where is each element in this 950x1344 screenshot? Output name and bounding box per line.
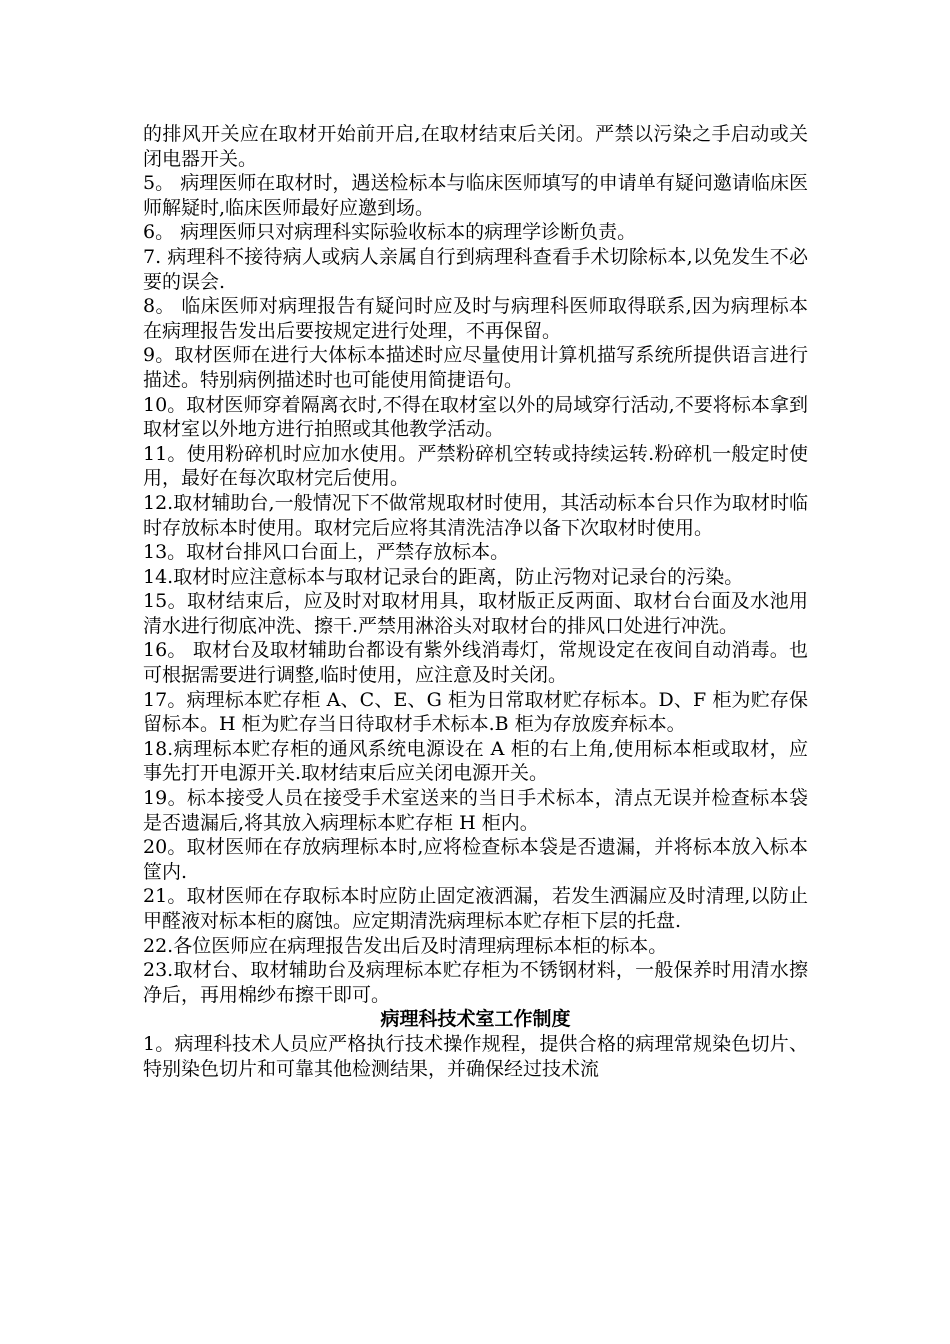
paragraph: 23.取材台、取材辅助台及病理标本贮存柜为不锈钢材料，一般保养时用清水擦净后，再用棉纱布擦干即可。 <box>143 959 808 1006</box>
paragraph: 10。取材医师穿着隔离衣时,不得在取材室以外的局域穿行活动,不要将标本拿到取材室以外地方进行拍照或其他教学活动。 <box>143 393 808 441</box>
section-heading: 病理科技术室工作制度 <box>380 1008 571 1031</box>
paragraph: 19。标本接受人员在接受手术室送来的当日手术标本，清点无误并检查标本袋是否遗漏后,将其放入病理标本贮存柜 H 柜内。 <box>143 787 808 834</box>
paragraph: 的排风开关应在取材开始前开启,在取材结束后关闭。严禁以污染之手启动或关闭电器开关。 <box>143 123 808 170</box>
paragraph: 13。取材台排风口台面上，严禁存放标本。 <box>143 541 510 564</box>
paragraph: 18.病理标本贮存柜的通风系统电源设在 A 柜的右上角,使用标本柜或取材，应事先打开电源开关.取材结束后应关闭电源开关。 <box>143 737 808 785</box>
paragraph: 8。 临床医师对病理报告有疑问时应及时与病理科医师取得联系,因为病理标本在病理报告发出后要按规定进行处理，不再保留。 <box>143 295 808 342</box>
paragraph: 9。取材医师在进行大体标本描述时应尽量使用计算机描写系统所提供语言进行描述。特别病例描述时也可能使用简捷语句。 <box>143 344 808 391</box>
paragraph: 15。取材结束后，应及时对取材用具，取材版正反两面、取材台台面及水池用清水进行彻底冲洗、擦干.严禁用淋浴头对取材台的排风口处进行冲洗。 <box>143 590 808 637</box>
paragraph: 6。 病理医师只对病理科实际验收标本的病理学诊断负责。 <box>143 221 637 244</box>
paragraph: 11。使用粉碎机时应加水使用。严禁粉碎机空转或持续运转.粉碎机一般定时使用，最好在每次取材完后使用。 <box>143 442 808 490</box>
document-body <box>143 122 808 1081</box>
paragraph: 5。 病理医师在取材时，遇送检标本与临床医师填写的申请单有疑问邀请临床医师解疑时,临床医师最好应邀到场。 <box>143 172 808 219</box>
paragraph: 1。病理科技术人员应严格执行技术操作规程，提供合格的病理常规染色切片、特别染色切片和可靠其他检测结果，并确保经过技术流 <box>143 1032 808 1080</box>
paragraph: 12.取材辅助台,一般情况下不做常规取材时使用，其活动标本台只作为取材时临时存放标本时使用。取材完后应将其清洗洁净以备下次取材时使用。 <box>143 491 808 539</box>
paragraph: 14.取材时应注意标本与取材记录台的距离，防止污物对记录台的污染。 <box>143 565 744 588</box>
paragraph: 22.各位医师应在病理报告发出后及时清理病理标本柜的标本。 <box>143 934 668 957</box>
paragraph: 16。 取材台及取材辅助台都设有紫外线消毒灯，常规设定在夜间自动消毒。也可根据需要进行调整,临时使用，应注意及时关闭。 <box>143 639 808 687</box>
paragraph: 21。取材医师在存取标本时应防止固定液洒漏，若发生洒漏应及时清理,以防止甲醛液对标本柜的腐蚀。应定期清洗病理标本贮存柜下层的托盘. <box>143 885 808 932</box>
paragraph: 17。病理标本贮存柜 A、C、E、G 柜为日常取材贮存标本。D、F 柜为贮存保留标本。H 柜为贮存当日待取材手术标本.B 柜为存放废弃标本。 <box>143 688 808 736</box>
paragraph: 7. 病理科不接待病人或病人亲属自行到病理科查看手术切除标本,以免发生不必要的误会. <box>143 245 808 293</box>
paragraph: 20。取材医师在存放病理标本时,应将检查标本袋是否遗漏，并将标本放入标本筐内. <box>143 836 808 883</box>
